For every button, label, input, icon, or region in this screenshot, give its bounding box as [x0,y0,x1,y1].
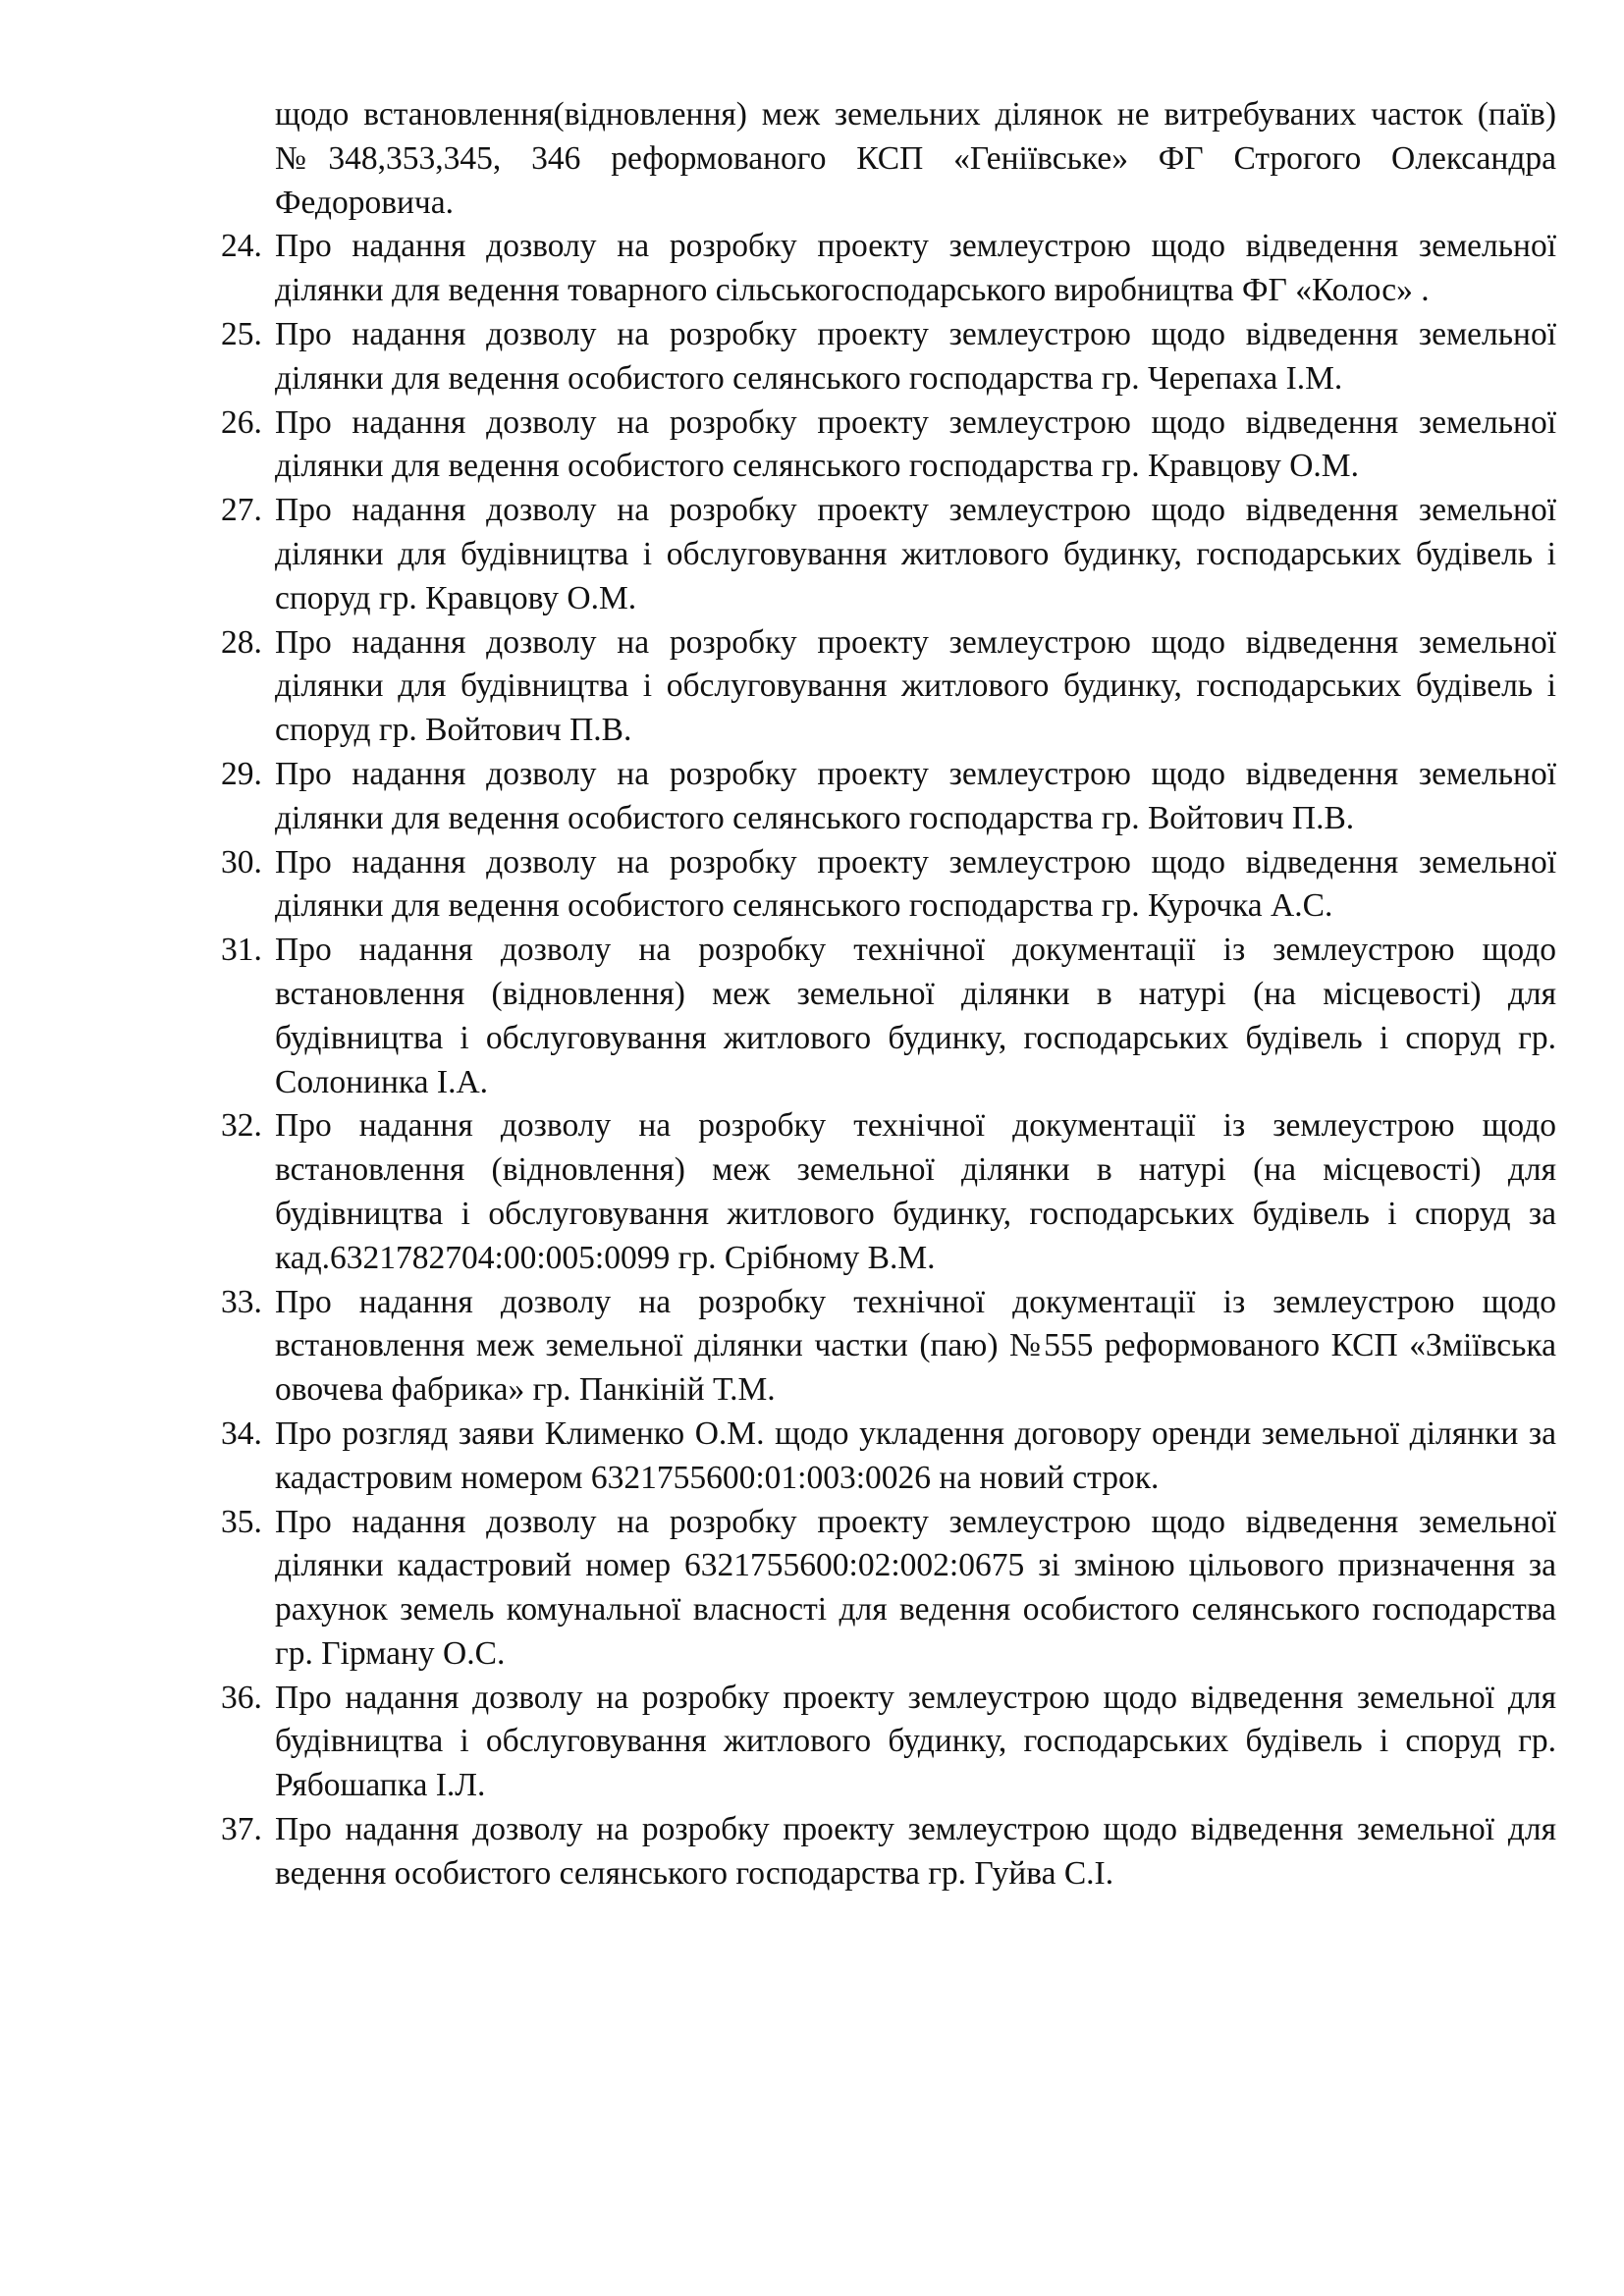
agenda-item [221,929,1556,1104]
agenda-item-text: Про надання дозволу на розробку проекту землеустрою щодо відведення земельної ділянки для ведення товарного сільськогосподарського виробництва ФГ «Колос» . [275,228,1556,309]
agenda-item-number: 27. [221,492,262,529]
agenda-item [221,621,1556,753]
agenda-list [221,225,1556,1896]
agenda-item-text: Про надання дозволу на розробку технічної документації із землеустрою щодо встановлення (відновлення) меж земельної ділянки в натурі (на місцевості) для будівництва і обслуговування житлового будинку, господарських будівель і споруд за кад.6321782704:00:005:0099 гр. Срібному В.М. [275,1107,1556,1276]
agenda-item-text: Про надання дозволу на розробку проекту землеустрою щодо відведення земельної ділянки для будівництва і обслуговування житлового будинку, господарських будівель і споруд гр. Кравцову О.М. [275,492,1556,616]
agenda-item-number: 35. [221,1503,262,1540]
agenda-item-text: Про розгляд заяви Клименко О.М. щодо укладення договору оренди земельної ділянки за кадастровим номером 6321755600:01:003:0026 на новий строк. [275,1415,1556,1496]
agenda-item-number: 36. [221,1679,262,1716]
agenda-item [221,225,1556,313]
agenda-item [221,1104,1556,1280]
agenda-item-number: 31. [221,932,262,969]
agenda-item-number: 25. [221,315,262,352]
agenda-item-number: 24. [221,228,262,265]
agenda-item [221,489,1556,620]
agenda-item [221,313,1556,401]
agenda-item-number: 26. [221,403,262,441]
agenda-item-number: 32. [221,1107,262,1145]
agenda-item [221,1808,1556,1896]
agenda-item-text: Про надання дозволу на розробку проекту землеустрою щодо відведення земельної ділянки для будівництва і обслуговування житлового будинку, господарських будівель і споруд гр. Войтович П.В. [275,623,1556,749]
agenda-item-text: Про надання дозволу на розробку технічної документації із землеустрою щодо встановлення (відновлення) меж земельної ділянки в натурі (на місцевості) для будівництва і обслуговування житлового будинку, господарських будівель і споруд гр. Солонинка І.А. [275,932,1556,1100]
agenda-item [221,1281,1556,1413]
agenda-item-number: 29. [221,755,262,792]
agenda-item-number: 33. [221,1283,262,1320]
agenda-item-number: 30. [221,843,262,881]
agenda-item-text: Про надання дозволу на розробку проекту землеустрою щодо відведення земельної ділянки для ведення особистого селянського господарства гр. Черепаха І.М. [275,315,1556,397]
agenda-item [221,1413,1556,1501]
agenda-item-text: Про надання дозволу на розробку проекту землеустрою щодо відведення земельної для ведення особистого селянського господарства гр. Гуйва С.І. [275,1811,1556,1892]
agenda-item-text: Про надання дозволу на розробку проекту землеустрою щодо відведення земельної ділянки для ведення особистого селянського господарства гр. Курочка А.С. [275,843,1556,925]
agenda-item [221,1501,1556,1677]
agenda-item-text: Про надання дозволу на розробку проекту землеустрою щодо відведення земельної ділянки для ведення особистого селянського господарства гр. Кравцову О.М. [275,403,1556,485]
agenda-item-text: Про надання дозволу на розробку технічної документації із землеустрою щодо встановлення меж земельної ділянки частки (паю) №555 реформованого КСП «Зміївська овочева фабрика» гр. Панкіній Т.М. [275,1283,1556,1409]
agenda-item [221,1677,1556,1808]
agenda-item [221,753,1556,841]
agenda-item [221,401,1556,490]
agenda-item-text: Про надання дозволу на розробку проекту землеустрою щодо відведення земельної ділянки кадастровий номер 6321755600:02:002:0675 зі зміною цільового призначення за рахунок земель комунальної власності для ведення особистого селянського господарства гр. Гірману О.С. [275,1503,1556,1672]
agenda-item [221,841,1556,930]
agenda-item-text: Про надання дозволу на розробку проекту землеустрою щодо відведення земельної для будівництва і обслуговування житлового будинку, господарських будівель і споруд гр. Рябошапка І.Л. [275,1679,1556,1804]
agenda-item-number: 34. [221,1415,262,1452]
agenda-item-number: 28. [221,623,262,661]
document-body [221,93,1556,1896]
continuation-paragraph: щодо встановлення(відновлення) меж земельних ділянок не витребуваних часток (паїв) №348,353,345, 346 реформованого КСП «Геніївське» ФГ Строгого Олександра Федоровича. [275,96,1556,221]
agenda-item-number: 37. [221,1811,262,1848]
agenda-item-text: Про надання дозволу на розробку проекту землеустрою щодо відведення земельної ділянки для ведення особистого селянського господарства гр. Войтович П.В. [275,755,1556,836]
